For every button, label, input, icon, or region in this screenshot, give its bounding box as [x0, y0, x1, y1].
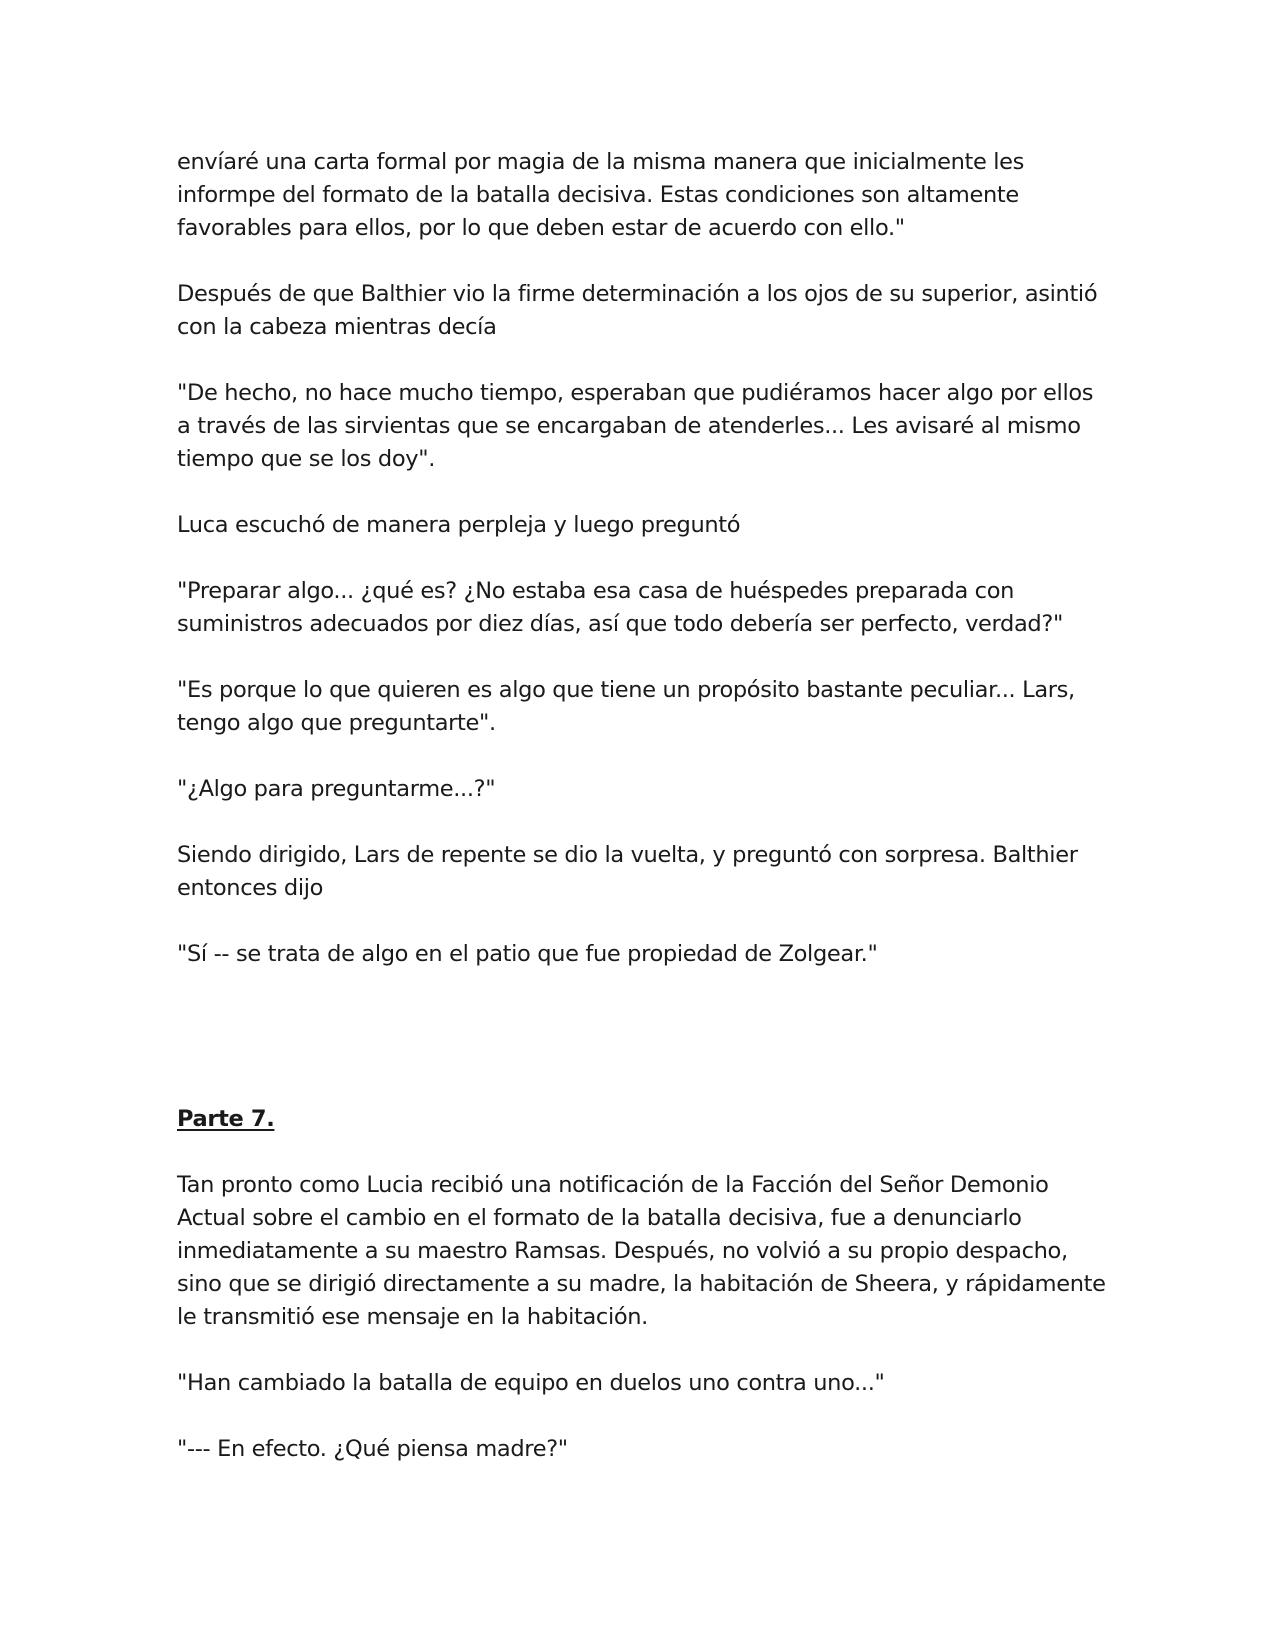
paragraph-2: Después de que Balthier vio la firme determinación a los ojos de su superior, asintió con la cabeza mientras decía [177, 281, 1098, 340]
paragraph-12: "--- En efecto. ¿Qué piensa madre?" [177, 1436, 568, 1462]
section-spacer [177, 1004, 1107, 1103]
document-page [177, 146, 1107, 1499]
paragraph-1: envíaré una carta formal por magia de la misma manera que inicialmente les informpe del formato de la batalla decisiva. Estas condiciones son altamente favorables para ellos, por lo que deben estar de acuerdo con ello." [177, 149, 1025, 241]
paragraph-8: Siendo dirigido, Lars de repente se dio la vuelta, y preguntó con sorpresa. Balthier entonces dijo [177, 842, 1078, 901]
paragraph-3: "De hecho, no hace mucho tiempo, esperaban que pudiéramos hacer algo por ellos a través de las sirvientas que se encargaban de atenderles... Les avisaré al mismo tiempo que se los doy". [177, 380, 1094, 472]
paragraph-10: Tan pronto como Lucia recibió una notificación de la Facción del Señor Demonio Actual sobre el cambio en el formato de la batalla decisiva, fue a denunciarlo inmediatamente a su maestro Ramsas. Después, no volvió a su propio despacho, sino que se dirigió directamente a su madre, la habitación de Sheera, y rápidamente le transmitió ese mensaje en la habitación. [177, 1172, 1106, 1330]
paragraph-9: "Sí -- se trata de algo en el patio que fue propiedad de Zolgear." [177, 941, 878, 967]
paragraph-4: Luca escuchó de manera perpleja y luego preguntó [177, 512, 741, 538]
section-heading: Parte 7. [177, 1106, 275, 1132]
paragraph-11: "Han cambiado la batalla de equipo en duelos uno contra uno..." [177, 1370, 885, 1396]
paragraph-7: "¿Algo para preguntarme...?" [177, 776, 496, 802]
paragraph-6: "Es porque lo que quieren es algo que tiene un propósito bastante peculiar... Lars, tengo algo que preguntarte". [177, 677, 1075, 736]
paragraph-5: "Preparar algo... ¿qué es? ¿No estaba esa casa de huéspedes preparada con suministros adecuados por diez días, así que todo debería ser perfecto, verdad?" [177, 578, 1063, 637]
